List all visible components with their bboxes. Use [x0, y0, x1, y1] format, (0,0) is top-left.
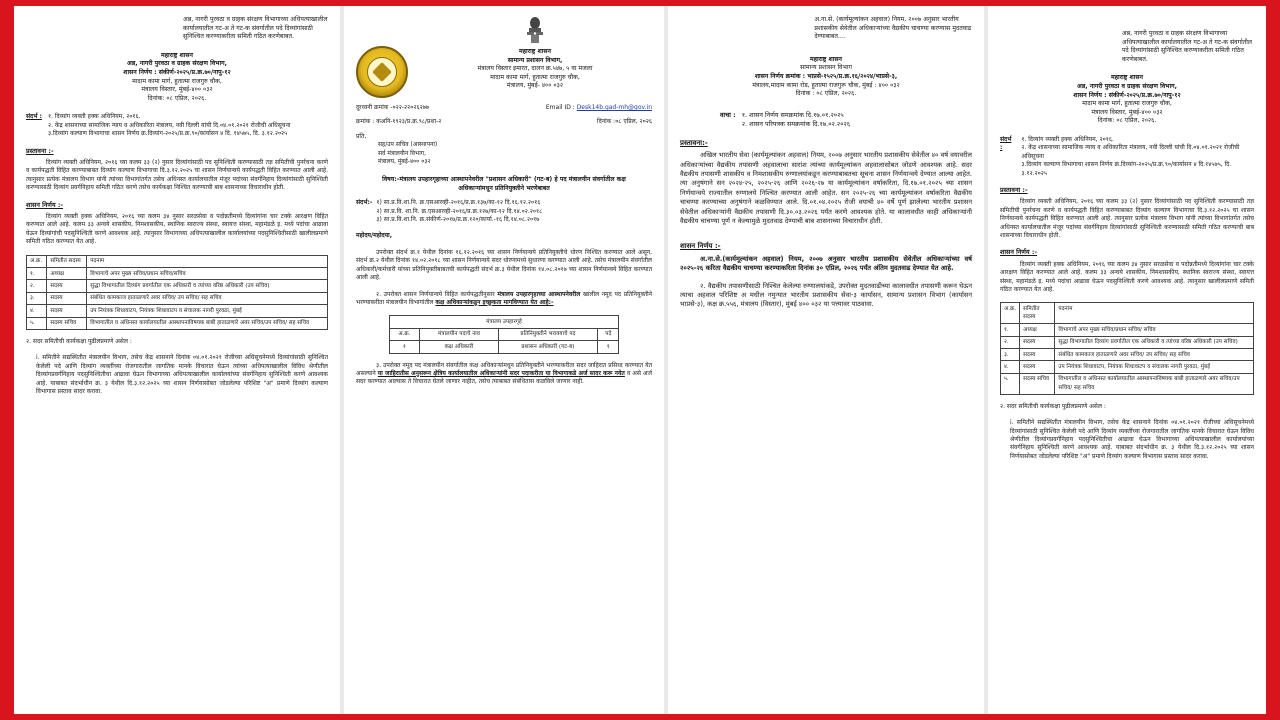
table-row	[27, 268, 328, 280]
scope-paragraph: i. समितीने सद्यस्थितीत मंत्रालयीन विभाग, तसेच केंद्र शासनाने दिनांक ०४.०१.२०२१ रोजीच्या अधिसूचनेमध्ये दिव्यांगांसाठी सुनिश्चित केलेली पदे आणि दिव्यांग व्यक्तींच्या रोजगारातील जागतिक मानके विचारात घेऊन त्यांच्या अधिपत्याखालील विविध श्रेणीतील दिव्यांगप्रवर्गनिहाय पदसुनिश्चितीचा आढावा घेऊन विभागाच्या अधिपत्याखालील कार्यालयांच्या संवर्गनिहाय सुनिश्चिती करणे आवश्यक आहे. याबाबत संदर्भाधीन क्र. ३ येथील दि.३.१२.२०२५ च्या शासन निर्णयासोबत जोडलेल्या परिशिष्ट "अ" प्रमाणे दिव्यांग कल्याण विभागास प्रस्ताव सादर करावा.	[36, 354, 328, 396]
reference-line: २. शासन परिपत्रक समक्रमांक दि.१७.०२.२०२६	[741, 119, 851, 128]
letterhead-line: सामान्य प्रशासन विभाग,	[507, 56, 563, 64]
paragraph-emphasis: या जाहिरातीस अनुसरून क्षेत्रिय कार्यालयातील अधिकाऱ्यांनी सदर पदाकरीता या विभागाकडे अर्ज सादर करू नयेत	[377, 369, 625, 377]
table-row	[1001, 324, 1254, 336]
paragraph-text: २. उपरोक्त शासन निर्णयान्वये विहित कार्यपद्धतीनुसार	[376, 290, 495, 298]
reference-label: संदर्भ:-	[356, 199, 373, 207]
letterhead-line: मंत्रालय विस्तार इमारत, दालन क्र.५४७, ५ वा मजला	[477, 65, 593, 73]
table-header-row	[389, 328, 619, 340]
letterhead-line: मंत्रालय, मुंबई- ४०० ०३२	[506, 82, 564, 90]
intro-heading: प्रस्तावना:-	[680, 138, 708, 147]
gr-paragraph: दिव्यांग व्यक्ती हक्क अधिनियम, २०१६ च्या कलम ३४ नुसार सरळसेवा व पदोन्नतीमध्ये दिव्यांगांना चार टक्के आरक्षण विहित करण्यात आले आहे. कलम ३३ अन्वये शासकीय, निमशासकीय, स्थानिक स्वराज्य संस्था, स्वायत्त संस्था, महामंडळे इ. मध्ये पदांचा आढावा घेऊन दिव्यांगांची पदसुनिश्चिती करणे आवश्यक आहे. त्यानुसार विभागाच्या अधिपत्याखालील कार्यालयांच्या पदसुनिश्चितीसाठी खालीलप्रमाणे समिती गठित करण्यात येत आहे.	[26, 213, 328, 246]
letter-subject: विषय:-मंत्रालय उपहारगृहाच्या आस्थापनेवरील "प्रशासन अधिकारी" (गट-ब) हे पद मंत्रालयीन संवर्गातील कक्ष अधिकाऱ्यांमधून प्रतिनियुक्तीने भरणेबाबत	[382, 176, 626, 192]
table-row	[27, 280, 328, 292]
table-cell: १	[598, 341, 619, 353]
gr-paragraph-1: अ.ना.से.(कार्यमूल्यांकन अहवाल) नियम, २००७ अनुसार भारतीय प्रशासकीय सेवेतील अधिकाऱ्यांच्या वर्ष २०२५-२६ करिता वैद्यकीय चाचण्या करण्याकरिता दिनांक ३० एप्रिल, २०२६ पर्यंत अंतिम मुदतवाढ देण्यात येत आहे.	[680, 254, 972, 273]
scope-heading: २. सदर समितीची कार्यकक्षा पुढीलप्रमाणे असेल :	[26, 338, 132, 346]
table-header: अ.क्र.	[1001, 303, 1020, 324]
letterhead-line: दिनांक : ०८ एप्रिल, २०२६.	[795, 90, 857, 98]
reference-section	[720, 111, 972, 129]
table-header: समितीत सदस्य	[1020, 303, 1055, 324]
ashoka-emblem-icon	[524, 16, 546, 46]
collage-stage	[14, 6, 1266, 714]
table-cell: विभागातील व अधिनस्त कार्यालयातील आस्थापनाविषयक बाबी हाताळणारे अवर सचिव/उप सचिव/ सह सचिव	[87, 317, 328, 329]
reference-line: ३) सा.प्र.वि.शा.नि. क्र.संकीर्ण-२०१७/प्र.क्र.१२०/कार्या.-१६ दि.१४.०८.२०१७	[376, 216, 540, 224]
letterhead-line: शासन निर्णय क्रमांक : भाप्रसे-१५२५/प्र.क्र.१६/२०२४/भाप्रसे-३,	[754, 72, 898, 80]
letterhead	[356, 16, 652, 98]
gr-heading: शासन निर्णय :-	[1000, 248, 1038, 257]
table-cell: २.	[27, 280, 47, 292]
reference-section	[26, 113, 328, 138]
letterhead-line: महाराष्ट्र शासन	[161, 51, 193, 59]
table-cell: ५.	[1001, 373, 1020, 394]
document-panel-1	[14, 6, 340, 714]
intro-paragraph: दिव्यांग व्यक्ती अधिनियम, २०१६ च्या कलम ३३ (२) नुसार दिव्यांगांसाठी पद सुनिश्चिती करण्यासाठी तज्ञ समितीची पुनर्रचना करणे व कार्यपद्धती विहित करण्याबाबत दिव्यांग कल्याण विभागाचा दि.३.१२.२०२५ चा शासन निर्णयान्वये कार्यपद्धती विहित करण्यात आली आहे. त्यानुसार प्रत्येक मंत्रालय विभाग यांनी त्यांच्या विभागांतर्गत तसेच अधिनस्त कार्यालयातील मंजूर पदांच्या संवर्गनिहाय दिव्यांगांसाठी सुनिश्चिती करण्यासाठी समिती गठित करण्याची बाब शासनाच्या विचाराधीन होती.	[1000, 198, 1254, 239]
table-cell: सदस्य	[47, 305, 87, 317]
letter-paragraph-2	[356, 291, 652, 308]
letterhead-line: मादाम कामा मार्ग, हुतात्मा राजगुरु चौक,	[132, 77, 222, 85]
intro-heading: प्रस्तावना :-	[1000, 185, 1028, 194]
letter-date: दिनांक :०८ एप्रिल, २०२६	[597, 118, 652, 126]
table-title-row	[389, 316, 619, 328]
table-cell: अध्यक्ष	[47, 268, 87, 280]
document-subject-note: अ.ना.से. (कार्यमूल्यांकन अहवाल) नियम, २००७ अनुसार भारतीय प्रशासकीय सेवेतील अधिकाऱ्यांच्या वैद्यकीय चाचण्या करण्यास मुदतवाढ देण्याबाबत....	[814, 16, 972, 41]
paragraph-text: खालील नमूद पद प्रतिनियुक्तीने भरण्याकरीता मंत्रालयीन विभागांतील	[356, 290, 652, 306]
reference-line: ३.दिव्यांग कल्याण विभागाचा शासन निर्णय क्र.दिव्यांग-२०२५/प्र.क्र.९०/कार्यासन ४ दि. १४५७५, दि. ३.१२.२०२५	[47, 130, 288, 138]
contact-row	[356, 104, 652, 112]
reference-label: वाचा :	[720, 110, 736, 119]
table-cell: सुद्धा विभागातील दिव्यांग प्रवर्गातील एक अधिकारी व त्यांच्या वरिष्ठ अधिकारी (उप सचिव)	[87, 280, 328, 292]
letterhead-line: मादाम कामा मार्ग, हुतात्मा राजगुरु चौक,	[1082, 100, 1172, 108]
table-cell: ४.	[27, 305, 47, 317]
file-row	[356, 118, 652, 126]
document-subject-note: अन्न, नागरी पुरवठा व ग्राहक संरक्षण विभागाच्या अधिपत्याखालील कार्यालयातील गट-अ ते गट-क संवर्गातील पदे दिव्यांगांसाठी सुनिश्चित करण्याकरीता समिती गठित करणेबाबत.	[1121, 30, 1252, 63]
letter-paragraph-3	[356, 362, 652, 387]
table-cell: अध्यक्ष	[1020, 324, 1055, 336]
table-header-row	[1001, 303, 1254, 324]
intro-paragraph: दिव्यांग व्यक्ती अधिनियम, २०१६ च्या कलम ३३ (२) नुसार दिव्यांगांसाठी पद सुनिश्चिती करण्यासाठी तज्ञ समितीची पुनर्रचना करणे व कार्यपद्धती विहित करण्याबाबत दिव्यांग कल्याण विभागाचा दि.३.१२.२०२५ चा शासन निर्णयान्वये कार्यपद्धती विहित करण्यात आली आहे. त्यानुसार प्रत्येक मंत्रालय विभाग यांनी त्यांच्या विभागांतर्गत तसेच अधिनस्त कार्यालयातील मंजूर पदांच्या संवर्गनिहाय दिव्यांगांसाठी सुनिश्चिती करण्यासाठी दिव्यांग प्रवर्गनिहाय समिती गठित करणे तसेच कार्यकक्षा निश्चित करण्याची बाब शासनाच्या विचाराधीन होती.	[26, 158, 328, 192]
letterhead-line: मंत्रालय विस्तार, मुंबई-४०० ०३२	[1091, 108, 1163, 116]
table-cell: विभागाचे अपर मुख्य सचिव/प्रधान सचिव/ सचिव	[1055, 324, 1254, 336]
letterhead-line: शासन निर्णय : संकीर्ण-२०२५/प्र.क्र.७०/नापु-१२	[123, 68, 231, 76]
paragraph-text: व असे अर्ज सदर करण्यात आल्यास ते विचारात घेतले जाणार नाहीत, तसेच त्याबाबत संबंधितास कळविले जाणार नाही.	[356, 369, 652, 386]
letterhead-line: मंत्रालय विस्तार, मुंबई-४०० ०३२	[141, 86, 213, 94]
table-cell: १.	[27, 268, 47, 280]
gr-paragraph: दिव्यांग व्यक्ती हक्क अधिनियम, २०१६ च्या कलम ३४ नुसार सरळसेवा व पदोन्नतीमध्ये दिव्यांगांना चार टक्के आरक्षण विहित करण्यात आले आहे. कलम ३३ अन्वये शासकीय, निमशासकीय, स्थानिक स्वराज्य संस्था, स्वायत्त संस्था, महामंडळे इ. मध्ये पदांचा आढावा घेऊन पदसुनिश्चिती करणे आवश्यक आहे. त्यानुसार खालीलप्रमाणे समिती गठित करण्यात येत आहे.	[1000, 260, 1254, 294]
table-row	[27, 292, 328, 304]
gr-paragraph-2: २. वैद्यकीय तपासणीसाठी निश्चित केलेल्या रुग्णालयांकडे, उपरोक्त मुदतवाढीच्या कालावधीत तपासणी करून घेऊन त्याचा अहवाल परिशिष्ट अ मधील नमुन्यात भारतीय प्रशासकीय सेवा-३ कार्यासन, सामान्य प्रशासन विभाग (कार्यासन भाप्रसे-३), कक्ष क्र.५५६, मंत्रालय (विस्तार), मुंबई ४०० ०३२ या पत्त्यावर पाठवावा.	[680, 281, 972, 309]
reference-label: संदर्भ :	[26, 113, 42, 121]
table-cell: ३.	[27, 292, 47, 304]
table-header: समितीत सदस्य	[47, 255, 87, 267]
email-link[interactable]: Desk14b.gad-mh@gov.in	[576, 104, 652, 111]
table-header-row	[27, 255, 328, 267]
table-row	[1001, 373, 1254, 394]
table-row	[1001, 336, 1254, 348]
paragraph-emphasis: कक्ष अधिकाऱ्यांकडून इच्छुकता मागविण्यात येत आहे:-	[435, 298, 554, 306]
paragraph-text: ३. उपरोक्त नमूद पद मंत्रालयीन संवर्गातील कक्ष अधिकाऱ्यांमधून प्रतिनियुक्तीने भरण्याकरीता सदर जाहिरात प्रसिध्द करण्यात येत असल्याने	[356, 361, 652, 377]
table-cell: ४.	[1001, 361, 1020, 373]
table-row	[27, 305, 328, 317]
table-cell: ३.	[1001, 349, 1020, 361]
reference-line: १. शासन निर्णय समक्रमांक दि.१७.०१.२०२५	[741, 110, 844, 119]
letterhead-line: महाराष्ट्र शासन	[519, 48, 551, 55]
gr-heading: शासन निर्णय :-	[26, 200, 64, 209]
table-cell: विभागाचे अपर मुख्य सचिव/प्रधान सचिव/सचिव	[87, 268, 328, 280]
addressee-line: मंत्रालय, मुंबई-४०० ०३२	[378, 158, 431, 166]
letterhead-line: अन्न, नागरी पुरवठा व ग्राहक संरक्षण विभाग,	[1077, 82, 1177, 90]
table-title: मंत्रालय उपहारगृहे	[389, 316, 619, 328]
table-cell: १	[389, 341, 420, 353]
email-label: Email ID :	[545, 104, 575, 111]
addressee-label: प्रति,	[356, 132, 367, 140]
reference-section	[356, 199, 652, 224]
letterhead-line: मंत्रालय,मादाम कामा रोड, हुतात्मा राजगुरू चौक, मुंबई : ४०० ०३२	[752, 81, 900, 89]
letterhead-line: महाराष्ट्र शासन	[810, 55, 842, 63]
letterhead-line: दिनांक: ०८ एप्रिल, २०२६.	[1097, 117, 1157, 125]
scope-paragraph: i. समितीने सद्यस्थितीत मंत्रालयीन विभाग, तसेच केंद्र शासनाने दिनांक ०४.०१.२०२१ रोजीच्या अधिसूचनेमध्ये दिव्यांगांसाठी सुनिश्चित केलेली पदे आणि दिव्यांग व्यक्तींच्या रोजगारातील जागतिक मानके विचारात घेऊन विविध श्रेणीतील दिव्यांगप्रवर्गनिहाय पदसुनिश्चितीचा आढावा घेऊन विभागाच्या अधिपत्याखालील कार्यालयांच्या संवर्गनिहाय सुनिश्चिती करणे आवश्यक आहे. याबाबत संदर्भाधीन क्र. ३ येथील दि.३.१२.२०२५ च्या शासन निर्णयासोबत जोडलेल्या परिशिष्ट "अ" प्रमाणे दिव्यांग कल्याण विभागास प्रस्ताव सादर करावा.	[1010, 419, 1254, 460]
table-row	[1001, 349, 1254, 361]
table-cell: उप नियंत्रक शिधावाटप, नियंत्रक शिधावाटप व संचालक नागरी पुरवठा, मुंबई	[87, 305, 328, 317]
table-header: पदे	[598, 328, 619, 340]
table-cell: ५.	[27, 317, 47, 329]
letterhead-line: सामान्य प्रशासन विभाग	[800, 64, 852, 72]
letterhead-line: शासन निर्णय : संकीर्ण-२०२५/प्र.क्र.७०/नापु-१२	[1073, 91, 1181, 99]
mantralaya-seal-icon	[356, 46, 408, 98]
addressee-line: सर्व मंत्रालयीन विभाग,	[378, 149, 427, 157]
table-header: पदनाम	[1055, 303, 1254, 324]
table-cell: सदस्य सचिव	[47, 317, 87, 329]
intro-paragraph: अखिल भारतीय सेवा (कार्यमूल्यांकन अहवाल) नियम, २००७ अनुसार भारतीय प्रशासकीय सेवेतील ४० वर्ष वयावरील अधिकाऱ्यांच्या वैद्यकीय तपासणी अहवालाचा सारांश त्यांच्या कार्यमूल्यांकन अहवालासोबत जोडणे आवश्यक आहे. सदर वैद्यकीय तपासणी शासकीय व निमशासकीय रुग्णालयांकडून करण्याबाबतचा सूचना शासन निर्णयान्वये देण्यात आल्या आहेत. त्या अनुषंगाने सन २०२४-२५, २०२५-२६ आणि २०२६-२७ या कार्यमूल्यांकन वर्षाकरिता, दि.१७.०१.२०२५ च्या शासन निर्णयान्वये राज्यातील रुग्णालये निश्चित करण्यात आली आहेत. सन २०२५-२६ च्या कार्यमूल्यांकन वर्षाकरिता वैद्यकीय चाचण्या करण्याच्या अनुषंगाने कळविण्यात आले. दि.०१.०४.२०२५ रोजी वयाची ४० वर्षे पूर्ण झालेल्या भारतीय प्रशासन सेवेतील अधिकाऱ्यांनी वैद्यकीय तपासणी दि.३०.०३.२०२६ पर्यंत करणे आवश्यक होते. या कालावधीत काही अधिकाऱ्यांनी वैद्यकीय चाचण्या पूर्ण न केल्यामुळे मुदतवाढ देण्याची बाब शासनाच्या विचाराधीन होती.	[680, 151, 972, 225]
table-cell: सदस्य	[47, 280, 87, 292]
table-cell: २.	[1001, 336, 1020, 348]
addressee-line: सह/उप सचिव (आस्थापना)	[378, 141, 438, 149]
letterhead-line: मादाम कामा मार्ग, हुतात्मा राजगुरु चौक,	[490, 73, 580, 81]
reference-line: २) सा.प्र.वि. शा.नि. क्र.एसआरव्ही-२०१६/प्र.क्र.१२७/का-१२ दि.१४.०२.२०१८	[376, 207, 543, 215]
reference-label: संदर्भ :	[1000, 135, 1012, 152]
table-cell: सुद्धा विभागातील दिव्यांग प्रवर्गातील एक अधिकारी व त्यांच्या वरिष्ठ अधिकारी (उप सचिव)	[1055, 336, 1254, 348]
document-panel-2	[344, 6, 664, 714]
letterhead-line: महाराष्ट्र शासन	[1111, 74, 1143, 82]
table-header: पदनाम	[87, 255, 328, 267]
letterhead	[26, 52, 328, 104]
committee-table	[1000, 302, 1254, 394]
table-cell: सदस्य सचिव	[1020, 373, 1055, 394]
table-cell: १.	[1001, 324, 1020, 336]
table-header: प्रतिनियुक्तीने भरावयाचे पद	[498, 328, 598, 340]
committee-table	[26, 255, 328, 330]
table-cell: सदस्य	[1020, 336, 1055, 348]
table-cell: संबंधित कामकाज हाताळणारे अवर सचिव/ उप सचिव/ सह सचिव	[87, 292, 328, 304]
salutation: महोदय/महोदया,	[356, 232, 393, 240]
document-subject-note: अन्न, नागरी पुरवठा व ग्राहक संरक्षण विभागाच्या अधिपत्याखालील कार्यालयातील गट-अ ते गट-क संवर्गातील पदे दिव्यांगांसाठी सुनिश्चित करण्याकरीता समिती गठित करणेबाबत.	[183, 16, 328, 41]
file-number: क्रमांक : कअनि-१९२३/प्र.क्र.९८/प्रशा-२	[356, 118, 442, 126]
table-row	[389, 341, 619, 353]
reference-line: ३.दिव्यांग कल्याण विभागाचा शासन निर्णय क्र.दिव्यांग-२०२५/प्र.क्र.९०/कार्यासन ४ दि.१४५७५, दि. ३.१२.२०२५	[1021, 161, 1232, 177]
reference-line: २. केंद्र शासनाच्या सामाजिक न्याय व अधिकारिता मंत्रालय, नवी दिल्ली यांची दि.०४.०१.२०२१ रोजीची अधिसूचना	[1021, 144, 1240, 160]
table-cell: सदस्य	[47, 292, 87, 304]
gr-heading: शासन निर्णय :-	[680, 242, 721, 251]
phone-number: दूरध्वनी क्रमांक -०२२-२२०२६२७७	[356, 104, 429, 111]
reference-line: २. केंद्र शासनाच्या सामाजिक न्याय व अधिकारिता मंत्रालय, नवी दिल्ली यांची दि.०४.०१.२०२१ रोजीची अधिसूचना	[47, 121, 291, 129]
table-cell: सदस्य	[1020, 361, 1055, 373]
letterhead	[680, 56, 972, 99]
letterhead-line: दिनांक: ०८ एप्रिल, २०२६.	[147, 94, 207, 102]
table-header: अ.क्र.	[27, 255, 47, 267]
post-table	[389, 315, 620, 353]
reference-line: १) सा.प्र.वि.शा.नि. क्र.एसआरव्ही-२०१६/प्र.क्र.१३७/का-१२ दि.१६.१२.२०१६	[376, 199, 541, 207]
table-cell: विभागातील व अधिनस्त कार्यालयातील आस्थापनाविषयक बाबी हाताळणारे अवर सचिव/उप सचिव/ सह सचिव	[1055, 373, 1254, 394]
table-header: मंत्रालयीन पदाचे नाव	[420, 328, 498, 340]
reference-line: १. दिव्यांग व्यक्ती हक्क अधिनियम, २०१६.	[47, 113, 141, 121]
reference-line: १. दिव्यांग व्यक्ती हक्क अधिनियम, २०१६.	[1021, 135, 1114, 143]
table-row	[27, 317, 328, 329]
table-row	[1001, 361, 1254, 373]
letter-paragraph-1: उपरोक्त संदर्भ क्र.१ येथील दिनांक १६.१२.२०१६ च्या शासन निर्णयान्वये प्रतिनियुक्तीचे धोरण निश्चित करण्यात आले असून, संदर्भ क्र.२ येथील दिनांक १४.०२.२०१८ च्या शासन निर्णयान्वये सदर धोरणामध्ये सुधारणा करण्यात आली आहे. तसेच मंत्रालयीन संवर्गातील अधिकारी/कर्मचारी यांच्या प्रतिनियुक्तीबाबतची कार्यपद्धती संदर्भ क्र.३ येथील दिनांक १४.०८.२०१७ च्या शासन निर्णयान्वये विहित करण्यात आली आहे.	[356, 248, 652, 282]
paragraph-emphasis: मंत्रालय उपहारगृहाच्या आस्थापनेवरील	[497, 290, 581, 298]
letterhead	[1000, 74, 1254, 126]
letterhead-line: अन्न, नागरी पुरवठा व ग्राहक संरक्षण विभाग,	[127, 60, 227, 68]
reference-section	[1000, 136, 1254, 178]
table-cell: संबंधित कामकाज हाताळणारे अवर सचिव/ उप सचिव/ सह सचिव	[1055, 349, 1254, 361]
table-header: अ.क्र.	[389, 328, 420, 340]
scope-heading: २. सदर समितीची कार्यकक्षा पुढीलप्रमाणे असेल :	[1000, 402, 1106, 410]
intro-heading: प्रस्तावना :-	[26, 146, 54, 155]
table-cell: प्रशासन अधिकारी (गट-ब)	[498, 341, 598, 353]
table-cell: उप नियंत्रक शिधावाटप, नियंत्रक शिधावाटप व संचालक नागरी पुरवठा, मुंबई	[1055, 361, 1254, 373]
document-panel-4	[988, 6, 1266, 714]
document-panel-3	[668, 6, 984, 714]
table-cell: कक्ष अधिकारी	[420, 341, 498, 353]
addressee-block	[356, 133, 652, 167]
table-cell: सदस्य	[1020, 349, 1055, 361]
